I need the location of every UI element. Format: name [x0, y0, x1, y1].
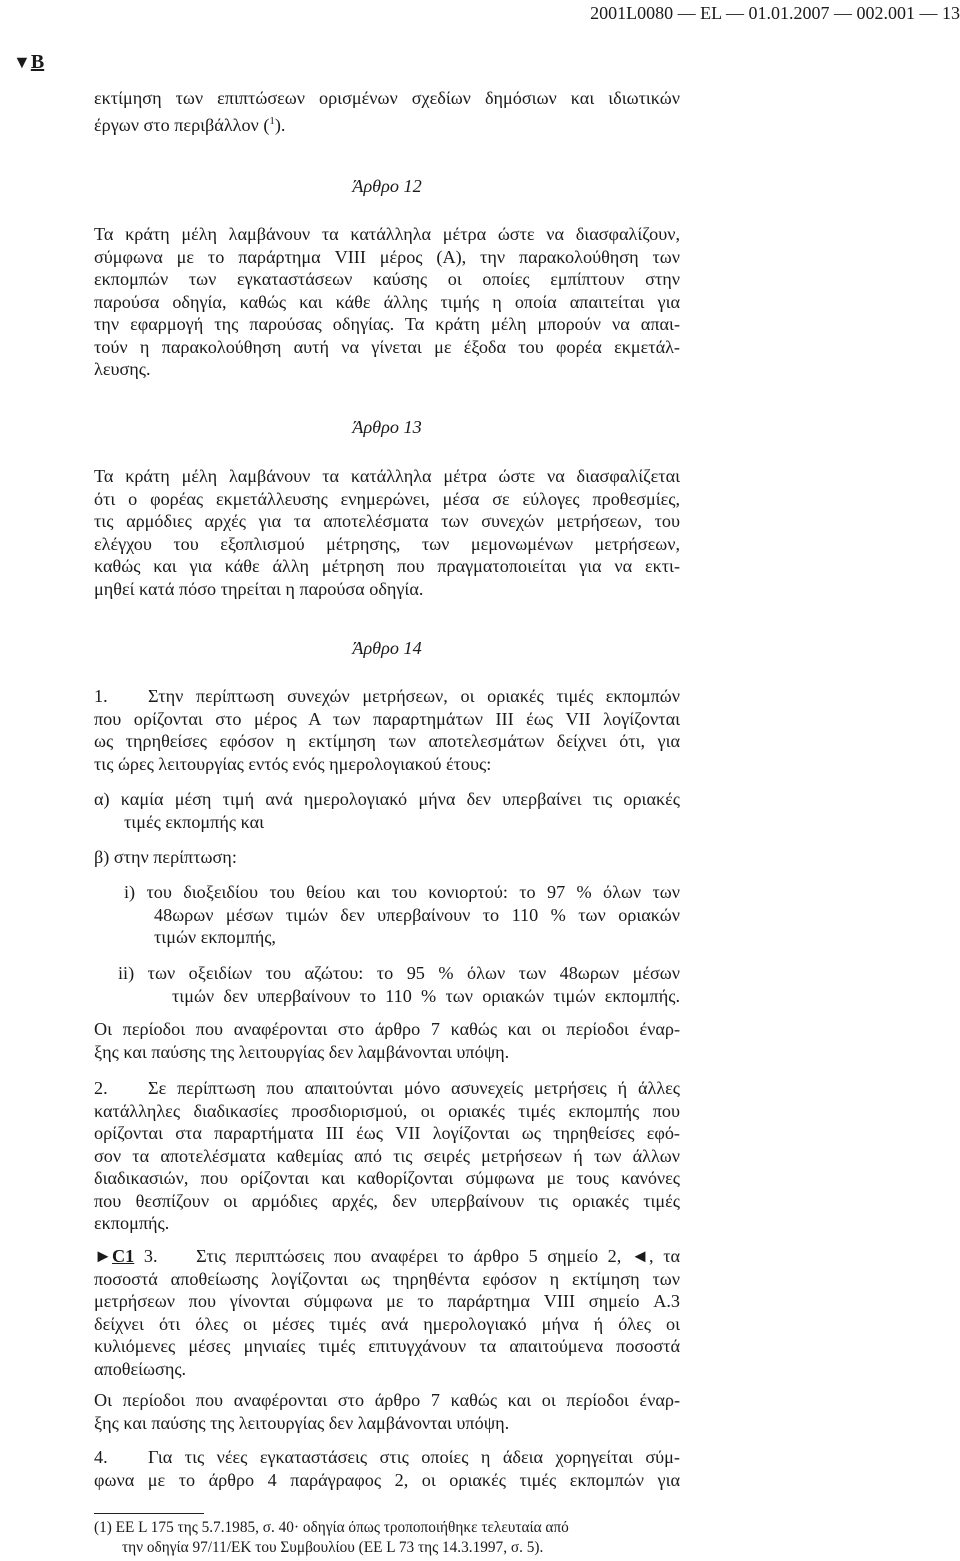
footnote: [94, 1518, 680, 1558]
intro-paragraph: [94, 87, 680, 136]
article-14-paragraph-1: 1. Στην περίπτωση συνεχών μετρήσεων, οι οριακές τιμές εκπομπών που ορίζονται στο μέρος Α των παραρτημάτων III έως VII λογίζονται ως τηρηθείσες εφόσον η εκτίμηση των αποτελεσμάτων δείχνει ότι, για τις ώρες λειτουργίας εντός ενός ημερολογιακού έτους:: [94, 686, 680, 774]
periods-note-1: Οι περίοδοι που αναφέρονται στο άρθρο 7 καθώς και οι περίοδοι έναρ- ξης και παύσης της λειτουργίας δεν λαμβάνονται υπόψη.: [94, 1019, 680, 1062]
paragraph-number: 2.: [94, 1078, 108, 1098]
paragraph-number: 1.: [94, 686, 108, 706]
footnote-line: την οδηγία 97/11/ΕΚ του Συμβουλίου (ΕΕ L 73 της 14.3.1997, σ. 5).: [122, 1539, 544, 1556]
article-13-title: Άρθρο 13: [352, 417, 422, 437]
document-header: 2001L0080 — EL — 01.01.2007 — 002.001 — 13: [590, 3, 960, 23]
article-14-paragraph-3: ►C1 3. Στις περιπτώσεις που αναφέρει το άρθρο 5 σημείο 2, ◄, τα ποσοστά αποθείωσης λογίζονται ως τηρηθέντα εφόσον η εκτίμηση των μετρήσεων που γίνονται σύμφωνα με το παράρτημα VIII σημείο A.3 δείχνει ότι όλες οι μέσες τιμές ανά ημερολογιακό μήνα ή όλες οι κυλιόμενες μέσες μηνιαίες τιμές επιτυγχάνουν τα απαιτούμενα ποσοστά αποθείωσης.: [94, 1246, 681, 1379]
text-line: 2. Σε περίπτωση που απαιτούνται μόνο ασυνεχείς μετρήσεις ή άλλες: [94, 1078, 680, 1098]
paragraph-number: 4.: [94, 1447, 108, 1467]
text-line: ►C1 3. Στις περιπτώσεις που αναφέρει το άρθρο 5 σημείο 2, ◄, τα: [94, 1246, 681, 1266]
amendment-marker-label: B: [30, 51, 45, 73]
text-line: εκτίμηση των επιπτώσεων ορισμένων σχεδίων δημόσιων και ιδιωτικών: [94, 88, 680, 108]
periods-note-2: Οι περίοδοι που αναφέρονται στο άρθρο 7 καθώς και οι περίοδοι έναρ- ξης και παύσης της λειτουργίας δεν λαμβάνονται υπόψη.: [94, 1390, 680, 1433]
footnote-ref: 1: [269, 114, 275, 127]
text-line: 4. Για τις νέες εγκαταστάσεις στις οποίες η άδεια χορηγείται σύμ-: [94, 1447, 680, 1467]
amendment-open-arrow-icon: ►: [94, 1246, 113, 1266]
triangle-down-icon: ▼: [13, 52, 31, 72]
paragraph-number: 3.: [143, 1246, 158, 1266]
article-14-paragraph-2: 2. Σε περίπτωση που απαιτούνται μόνο ασυνεχείς μετρήσεις ή άλλες κατάλληλες διαδικασίες προσδιορισμού, οι οριακές τιμές εκπομπής που ορίζονται στα παραρτήματα III έως VII λογίζονται ως τηρηθείσες εφό- σον τα αποτελέσματα καθεμίας από τις σειρές μετρήσεων ή των άλλων διαδικασιών, που ορίζονται και καθορίζονται σύμφωνα με τους κανόνες που θεσπίζουν οι αρμόδιες αρχές, δεν υπερβαίνουν τις οριακές τιμές εκπομπής.: [94, 1078, 680, 1233]
list-item-a: α) καμία μέση τιμή ανά ημερολογιακό μήνα δεν υπερβαίνει τις οριακές τιμές εκπομπής και: [94, 789, 680, 832]
corrigendum-label: C1: [112, 1246, 135, 1266]
list-item-i: i) του διοξειδίου του θείου και του κονιορτού: το 97 % όλων των 48ωρων μέσων τιμών δεν υπερβαίνουν το 110 % των οριακών τιμών εκπομπής,: [124, 882, 680, 947]
text-line: έργων στο περιβάλλον ($^1$).: [94, 114, 286, 135]
footnote-line: (1) ΕΕ L 175 της 5.7.1985, σ. 40· οδηγία όπως τροποποιήθηκε τελευταία από: [94, 1519, 569, 1536]
footnote-divider: [94, 1513, 204, 1514]
list-item-ii: ii) των οξειδίων του αζώτου: το 95 % όλων των 48ωρων μέσων τιμών δεν υπερβαίνουν το 110 % των οριακών τιμών εκπομπής.: [118, 963, 680, 1006]
article-14-paragraph-4: 4. Για τις νέες εγκαταστάσεις στις οποίες η άδεια χορηγείται σύμ- φωνα με το άρθρο 4 παράγραφος 2, οι οριακές τιμές εκπομπών για: [94, 1447, 680, 1490]
amendment-marker-b: [13, 50, 44, 74]
text-line: 1. Στην περίπτωση συνεχών μετρήσεων, οι οριακές τιμές εκπομπών: [94, 686, 680, 706]
article-13-text: Τα κράτη μέλη λαμβάνουν τα κατάλληλα μέτρα ώστε να διασφαλίζεται ότι ο φορέας εκμετάλλευσης ενημερώνει, μέσα σε εύλογες προθεσμίες, τις αρμόδιες αρχές για τα αποτελέσματα των συνεχών μετρήσεων, του ελέγχου του εξοπλισμού μέτρησης, των μεμονωμένων μετρήσεων, καθώς και για κάθε άλλη μέτρηση που πραγματοποιείται για να εκτι- μηθεί κατά πόσο τηρείται η παρούσα οδηγία.: [94, 466, 680, 599]
article-12-title: Άρθρο 12: [352, 176, 422, 196]
article-12-text: Τα κράτη μέλη λαμβάνουν τα κατάλληλα μέτρα ώστε να διασφαλίζουν, σύμφωνα με το παράρτημα VIII μέρος (A), την παρακολούθηση των εκπομπών των εγκαταστάσεων καύσης οι οποίες εμπίπτουν στην παρούσα οδηγία, καθώς και κάθε άλλης τιμής η οποία απαιτείται για την εφαρμογή της παρούσας οδηγίας. Τα κράτη μέλη μπορούν να απαι- τούν η παρακολούθηση αυτή να γίνεται με έξοδα του φορέα εκμετάλ- λευσης.: [94, 224, 680, 379]
list-item-b: β) στην περίπτωση:: [94, 847, 237, 867]
amendment-close-arrow-icon: ◄: [630, 1246, 649, 1266]
article-14-title: Άρθρο 14: [352, 638, 422, 658]
